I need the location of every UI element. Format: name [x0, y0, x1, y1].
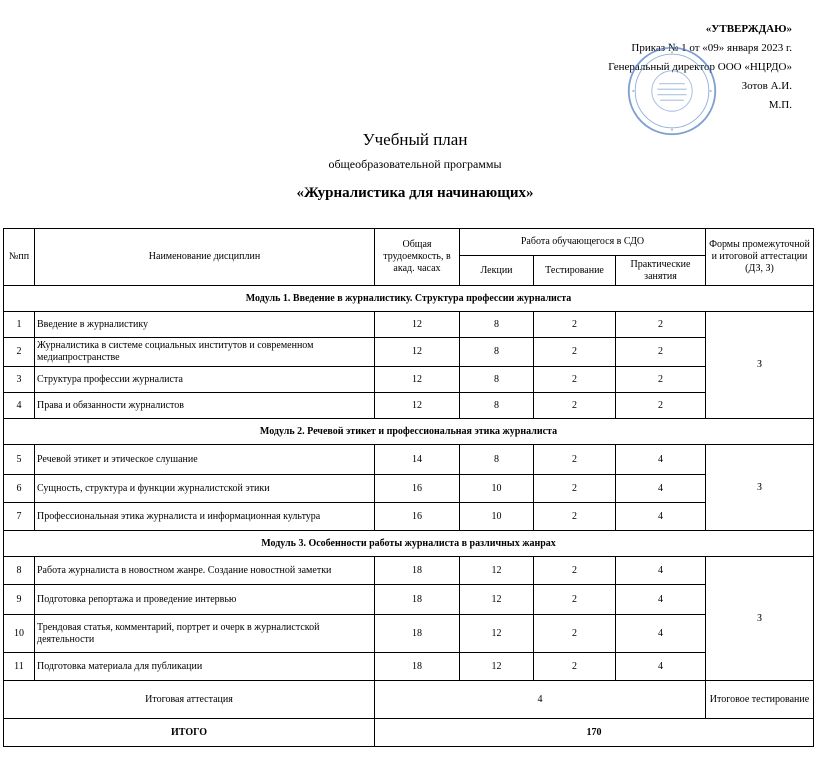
header-practice: Практические занятия	[616, 256, 706, 286]
row-name: Подготовка репортажа и проведение интервью	[35, 585, 375, 615]
row-name: Введение в журналистику	[35, 312, 375, 338]
row-name: Работа журналиста в новостном жанре. Создание новостной заметки	[35, 557, 375, 585]
row-num: 3	[4, 367, 35, 393]
row-total: 16	[375, 503, 460, 531]
row-testing: 2	[534, 653, 616, 681]
total-label: ИТОГО	[4, 719, 375, 747]
row-num: 4	[4, 393, 35, 419]
row-testing: 2	[534, 393, 616, 419]
row-num: 2	[4, 338, 35, 367]
module-title: Модуль 3. Особенности работы журналиста в различных жанрах	[4, 531, 814, 557]
round-seal-icon	[626, 45, 718, 137]
row-total: 12	[375, 338, 460, 367]
row-total: 18	[375, 615, 460, 653]
row-lectures: 12	[460, 557, 534, 585]
row-form: З	[706, 445, 814, 531]
row-practice: 2	[616, 312, 706, 338]
table-row	[4, 475, 814, 503]
row-name: Права и обязанности журналистов	[35, 393, 375, 419]
row-name: Сущность, структура и функции журналистской этики	[35, 475, 375, 503]
final-attestation-row	[4, 681, 814, 719]
approval-heading: «УТВЕРЖДАЮ»	[705, 23, 792, 35]
row-total: 16	[375, 475, 460, 503]
row-total: 14	[375, 445, 460, 475]
row-practice: 2	[616, 393, 706, 419]
header-lectures: Лекции	[460, 256, 534, 286]
row-total: 12	[375, 393, 460, 419]
total-row	[4, 719, 814, 747]
final-attestation-hours: 4	[375, 681, 706, 719]
row-practice: 4	[616, 475, 706, 503]
program-title: «Журналистика для начинающих»	[296, 185, 534, 201]
row-num: 11	[4, 653, 35, 681]
row-lectures: 8	[460, 338, 534, 367]
row-num: 6	[4, 475, 35, 503]
row-testing: 2	[534, 367, 616, 393]
row-lectures: 8	[460, 445, 534, 475]
module-title: Модуль 2. Речевой этикет и профессиональная этика журналиста	[4, 419, 814, 445]
row-name: Трендовая статья, комментарий, портрет и очерк в журналистской деятельности	[35, 615, 375, 653]
row-name: Подготовка материала для публикации	[35, 653, 375, 681]
row-practice: 4	[616, 653, 706, 681]
final-attestation-label: Итоговая аттестация	[4, 681, 375, 719]
row-total: 12	[375, 312, 460, 338]
row-num: 1	[4, 312, 35, 338]
row-num: 5	[4, 445, 35, 475]
row-practice: 4	[616, 585, 706, 615]
row-num: 8	[4, 557, 35, 585]
row-lectures: 8	[460, 393, 534, 419]
header-name: Наименование дисциплин	[35, 229, 375, 286]
table-row	[4, 338, 814, 367]
header-testing: Тестирование	[534, 256, 616, 286]
table-row	[4, 393, 814, 419]
row-form: З	[706, 312, 814, 419]
approval-signer: Зотов А.И.	[741, 80, 792, 92]
plan-subtitle: общеобразовательной программы	[328, 157, 502, 171]
row-total: 18	[375, 557, 460, 585]
row-testing: 2	[534, 445, 616, 475]
row-testing: 2	[534, 475, 616, 503]
row-total: 12	[375, 367, 460, 393]
row-testing: 2	[534, 615, 616, 653]
row-lectures: 12	[460, 653, 534, 681]
plan-title: Учебный план	[362, 130, 468, 149]
approval-order: Приказ № 1 от «09» января 2023 г.	[631, 42, 792, 54]
header-work: Работа обучающегося в СДО	[460, 229, 706, 256]
table-row	[4, 615, 814, 653]
header-num: №пп	[4, 229, 35, 286]
approval-seal-mark: М.П.	[768, 99, 792, 111]
table-row	[4, 503, 814, 531]
row-name: Речевой этикет и этическое слушание	[35, 445, 375, 475]
total-hours: 170	[375, 719, 814, 747]
row-total: 18	[375, 653, 460, 681]
table-row	[4, 585, 814, 615]
row-lectures: 8	[460, 367, 534, 393]
table-row	[4, 653, 814, 681]
row-lectures: 10	[460, 503, 534, 531]
row-testing: 2	[534, 338, 616, 367]
row-lectures: 12	[460, 615, 534, 653]
row-testing: 2	[534, 503, 616, 531]
row-practice: 2	[616, 367, 706, 393]
row-lectures: 12	[460, 585, 534, 615]
row-name: Структура профессии журналиста	[35, 367, 375, 393]
header-forms: Формы промежуточной и итоговой аттестации (ДЗ, З)	[706, 229, 814, 286]
row-testing: 2	[534, 585, 616, 615]
row-practice: 4	[616, 503, 706, 531]
final-attestation-form: Итоговое тестирование	[706, 681, 814, 719]
table-row	[4, 367, 814, 393]
row-lectures: 8	[460, 312, 534, 338]
table-row	[4, 557, 814, 585]
row-num: 9	[4, 585, 35, 615]
row-num: 10	[4, 615, 35, 653]
row-testing: 2	[534, 312, 616, 338]
table-row	[4, 445, 814, 475]
row-practice: 4	[616, 615, 706, 653]
table-row	[4, 312, 814, 338]
row-testing: 2	[534, 557, 616, 585]
row-practice: 4	[616, 445, 706, 475]
row-name: Профессиональная этика журналиста и информационная культура	[35, 503, 375, 531]
header-total: Общая трудоемкость, в акад. часах	[375, 229, 460, 286]
row-num: 7	[4, 503, 35, 531]
row-lectures: 10	[460, 475, 534, 503]
row-practice: 4	[616, 557, 706, 585]
curriculum-table	[3, 228, 814, 747]
module-title: Модуль 1. Введение в журналистику. Структура профессии журналиста	[4, 286, 814, 312]
row-name: Журналистика в системе социальных институтов и современном медиапространстве	[35, 338, 375, 367]
row-form: З	[706, 557, 814, 681]
approval-position: Генеральный директор ООО «НЦРДО»	[608, 61, 792, 73]
row-practice: 2	[616, 338, 706, 367]
row-total: 18	[375, 585, 460, 615]
